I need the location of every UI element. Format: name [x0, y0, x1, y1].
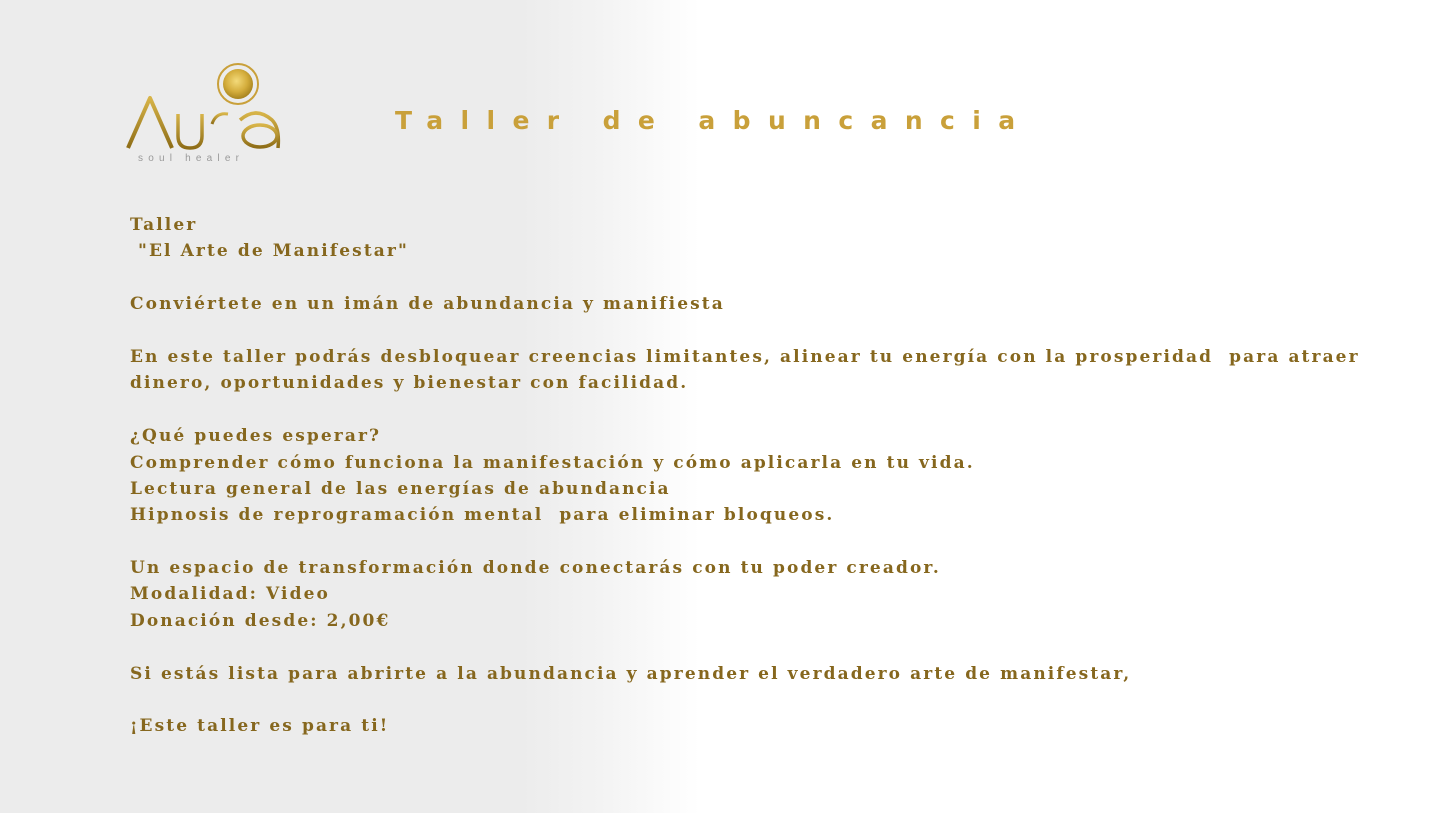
spacer: [130, 529, 1360, 555]
description-line-1: En este taller podrás desbloquear creencias limitantes, alinear tu energía con la prosperidad para atraer: [130, 346, 1360, 367]
spacer: [130, 265, 1360, 291]
question-heading: ¿Qué puedes esperar?: [130, 426, 382, 447]
heading-line-2: "El Arte de Manifestar": [130, 241, 409, 262]
benefit-item: Hipnosis de reprogramación mental para eliminar bloqueos.: [130, 505, 835, 526]
benefit-item: Lectura general de las energías de abundancia: [130, 478, 671, 499]
closing-text: Si estás lista para abrirte a la abundancia y aprender el verdadero arte de manifestar,: [130, 663, 1132, 684]
final-text: ¡Este taller es para ti!: [130, 716, 390, 737]
benefit-item: Comprender cómo funciona la manifestación y cómo aplicarla en tu vida.: [130, 452, 975, 473]
aura-logo-mark: [124, 62, 290, 154]
spacer: [130, 634, 1360, 660]
spacer: [130, 687, 1360, 713]
spacer: [130, 397, 1360, 423]
workshop-description: [130, 212, 1360, 740]
modality-text: Modalidad: Video: [130, 584, 330, 605]
heading-line-1: Taller: [130, 215, 198, 235]
transformation-text: Un espacio de transformación donde conectarás con tu poder creador.: [130, 558, 941, 579]
donation-text: Donación desde: 2,00€: [130, 610, 391, 631]
page-title: Taller de abuncancia: [395, 106, 1033, 135]
spacer: [130, 318, 1360, 344]
aura-logo: [124, 62, 290, 170]
logo-tagline: soul healer: [138, 153, 245, 164]
description-line-2: dinero, oportunidades y bienestar con facilidad.: [130, 373, 689, 394]
intro-text: Conviértete en un imán de abundancia y manifiesta: [130, 294, 725, 315]
